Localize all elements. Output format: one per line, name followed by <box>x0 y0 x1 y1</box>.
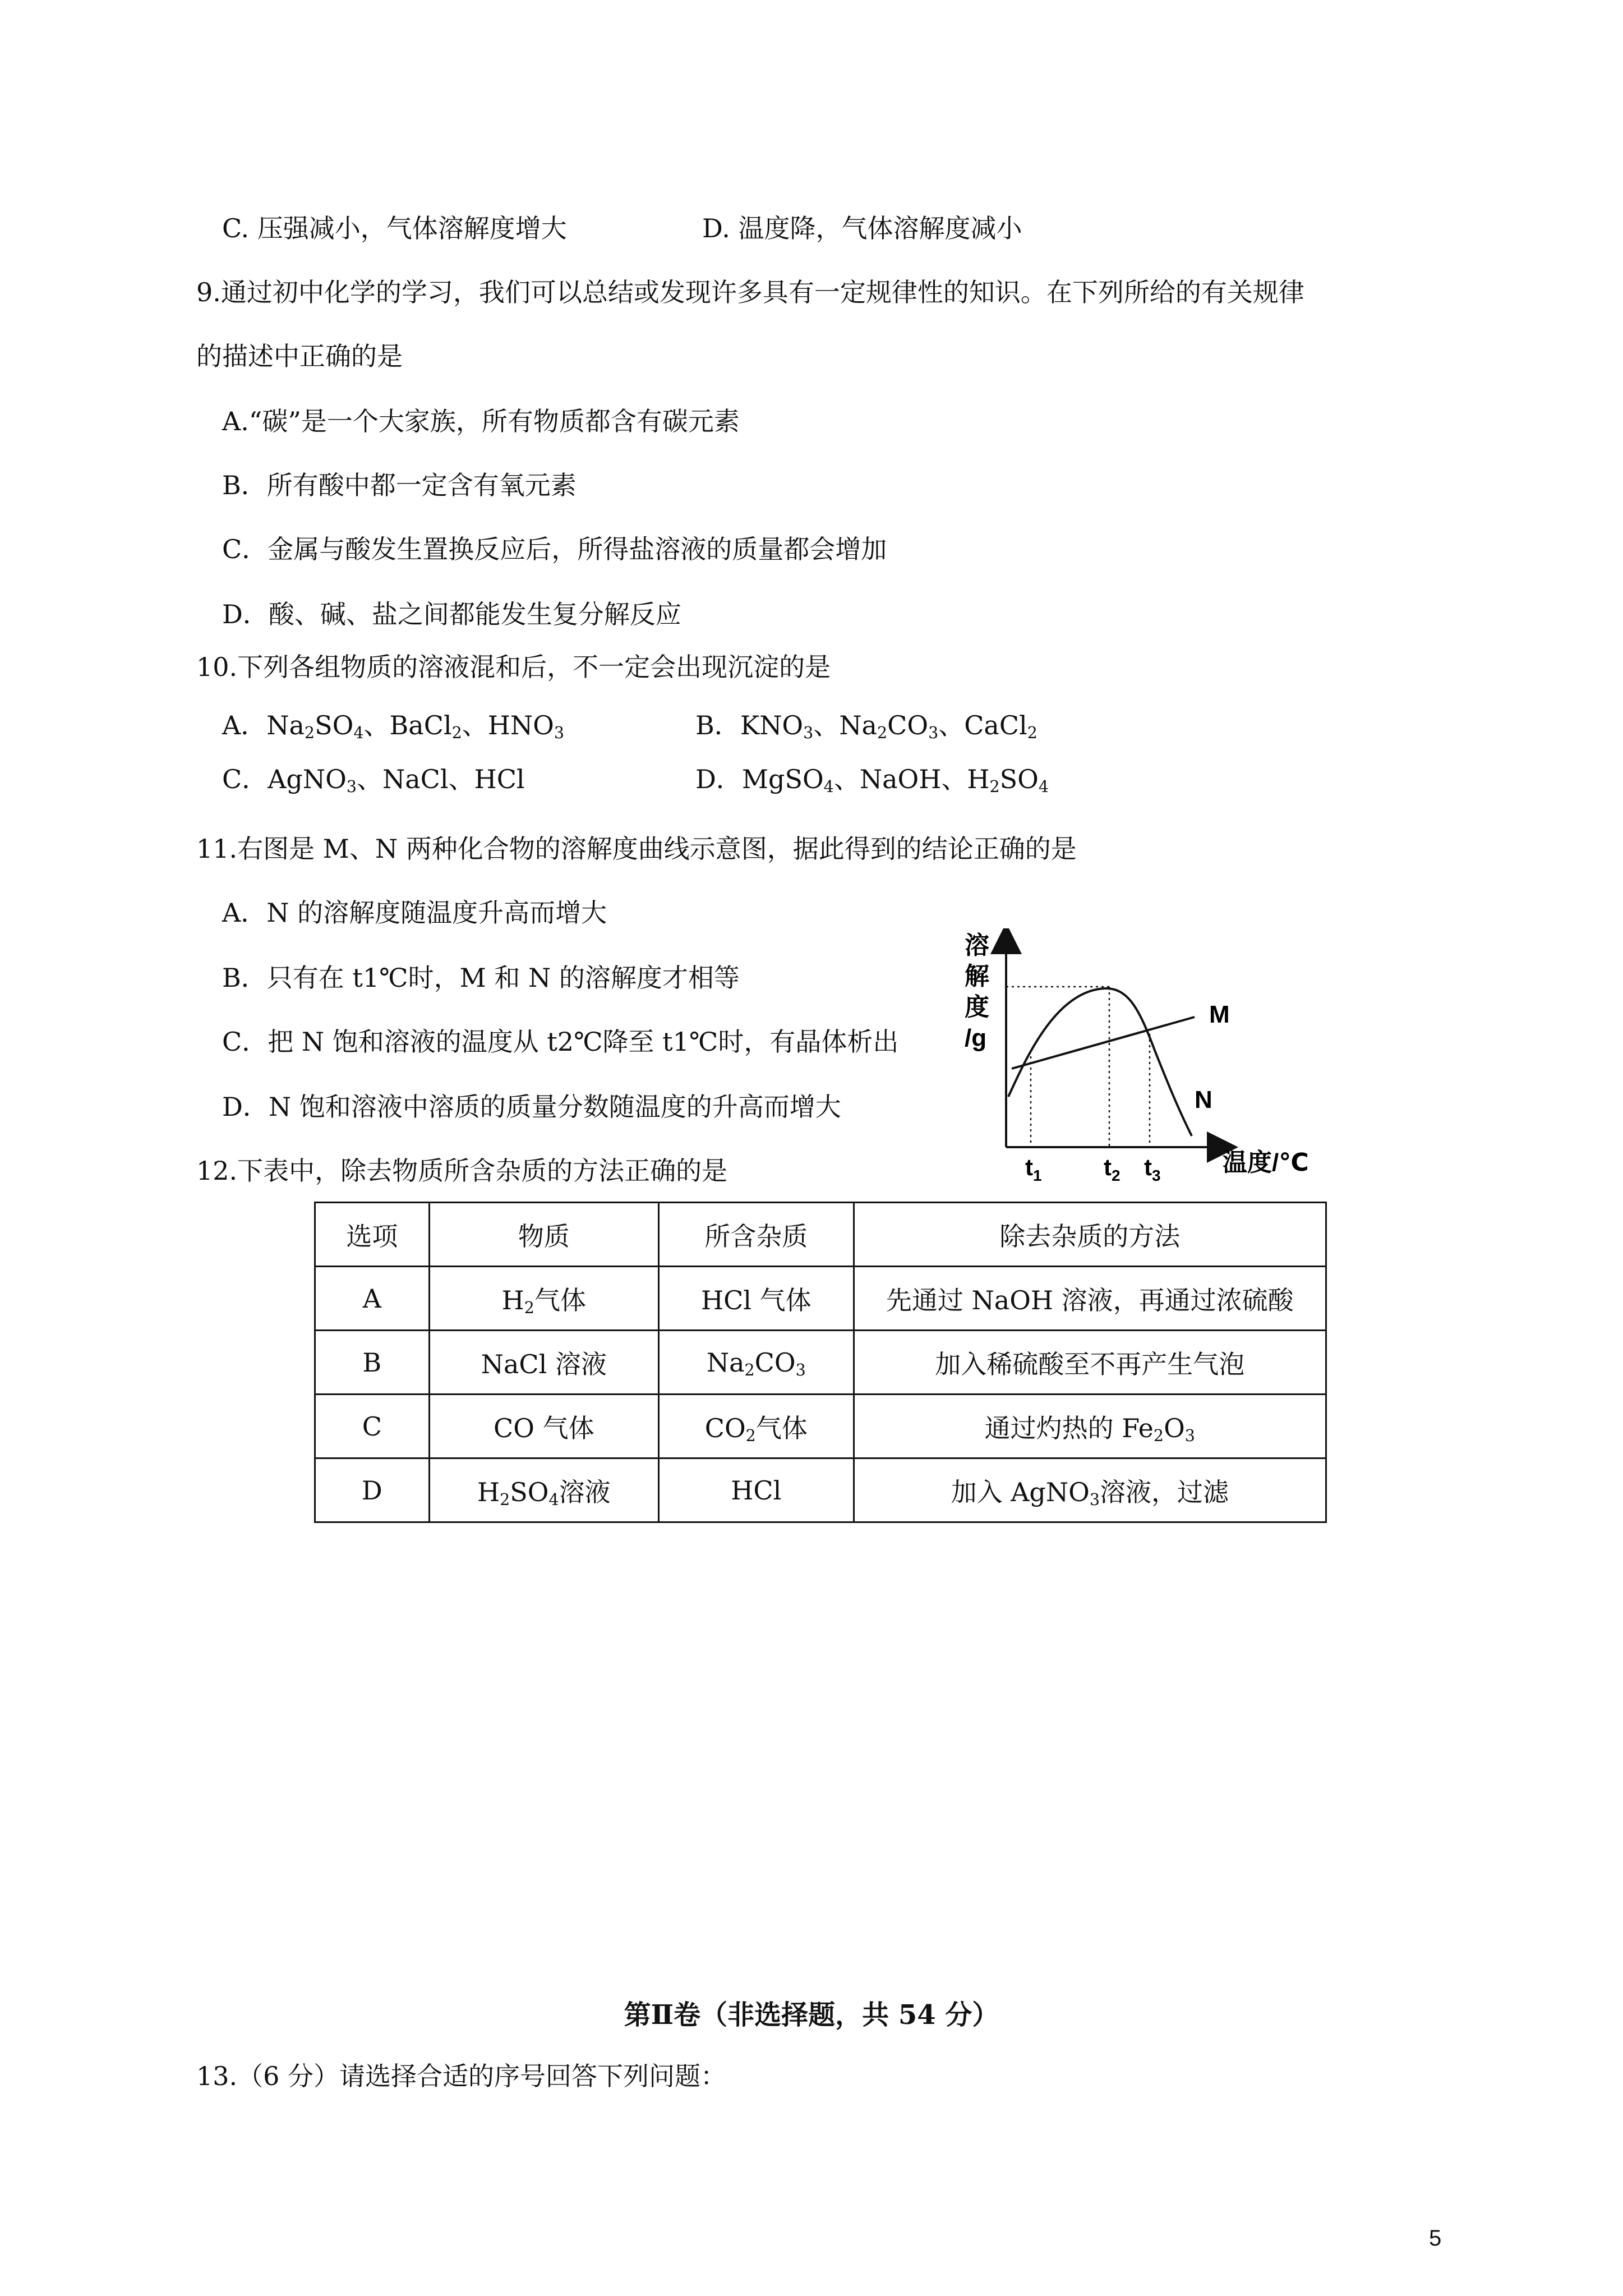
tick-label-t2: $t_2$ <box>1104 1154 1121 1184</box>
q9-option-d: D．酸、碱、盐之间都能发生复分解反应 <box>222 599 681 629</box>
q9-option-a: A.“碳”是一个大家族，所有物质都含有碳元素 <box>222 406 740 436</box>
q8-option-c: C. 压强减小，气体溶解度增大 <box>222 213 567 243</box>
q13-stem: 13.（6 分）请选择合适的序号回答下列问题： <box>196 2061 727 2091</box>
cell-method: 加入 AgNO$_3$溶液，过滤 <box>854 1458 1326 1522</box>
series-m-label: M <box>1209 1001 1230 1028</box>
page-number: 5 <box>1429 2226 1442 2251</box>
q9-option-c: C．金属与酸发生置换反应后，所得盐溶液的质量都会增加 <box>222 534 887 564</box>
table-row <box>315 1458 1326 1522</box>
table-row <box>315 1267 1326 1331</box>
header-method: 除去杂质的方法 <box>854 1203 1326 1267</box>
cell-method: 先通过 NaOH 溶液，再通过浓硫酸 <box>854 1267 1326 1331</box>
q10-option-b: B．$KNO_3$、$Na_2CO_3$、CaCl$_2$ <box>695 710 1038 743</box>
y-axis-label-1: 溶 <box>965 932 989 959</box>
cell-impurity: HCl 气体 <box>659 1267 854 1331</box>
solubility-chart <box>942 928 1324 1186</box>
cell-substance: CO 气体 <box>429 1395 658 1458</box>
header-option: 选项 <box>315 1203 430 1267</box>
q9-stem-line1: 9.通过初中化学的学习，我们可以总结或发现许多具有一定规律性的知识。在下列所给的有关规律 <box>196 277 1304 307</box>
q10-stem: 10.下列各组物质的溶液混和后，不一定会出现沉淀的是 <box>196 652 831 682</box>
cell-method: 加入稀硫酸至不再产生气泡 <box>854 1331 1326 1395</box>
series-m-line <box>1012 1017 1195 1069</box>
tick-label-t1: $t_1$ <box>1025 1154 1042 1184</box>
q11-option-b: B．只有在 t1℃时，M 和 N 的溶解度才相等 <box>222 963 740 993</box>
q11-option-c: C．把 N 饱和溶液的温度从 t2℃降至 t1℃时，有晶体析出 <box>222 1027 899 1057</box>
table-row <box>315 1395 1326 1458</box>
cell-option: A <box>315 1267 430 1331</box>
cell-option: C <box>315 1395 430 1458</box>
q10-option-a: A．$Na_2SO_4$、BaCl$_2$、$HNO_3$ <box>222 710 564 743</box>
cell-substance: $H_2SO_4$溶液 <box>429 1458 658 1522</box>
table-row <box>315 1331 1326 1395</box>
cell-option: D <box>315 1458 430 1522</box>
q9-option-b: B．所有酸中都一定含有氧元素 <box>222 470 577 500</box>
x-axis-label: 温度/℃ <box>1223 1149 1309 1176</box>
cell-substance: $H_2$气体 <box>429 1267 658 1331</box>
q11-stem: 11.右图是 M、N 两种化合物的溶解度曲线示意图，据此得到的结论正确的是 <box>196 834 1077 864</box>
y-axis-label-4: /g <box>965 1024 987 1052</box>
q10-option-c: C．AgNO$_3$、NaCl、HCl <box>222 764 525 797</box>
tick-label-t3: $t_3$ <box>1144 1154 1161 1184</box>
cell-option: B <box>315 1331 430 1395</box>
y-axis-label-2: 解 <box>965 963 989 990</box>
cell-method: 通过灼热的 $Fe_2O_3$ <box>854 1395 1326 1458</box>
q12-stem: 12.下表中，除去物质所含杂质的方法正确的是 <box>196 1156 728 1186</box>
q11-option-d: D．N 饱和溶液中溶质的质量分数随温度的升高而增大 <box>222 1092 841 1122</box>
purification-table <box>314 1202 1327 1523</box>
header-impurity: 所含杂质 <box>659 1203 854 1267</box>
table-header-row <box>315 1203 1326 1267</box>
q10-option-d: D．MgSO$_4$、NaOH、$H_2SO_4$ <box>695 764 1049 797</box>
q8-option-d: D. 温度降，气体溶解度减小 <box>702 213 1022 243</box>
cell-impurity: $CO_2$气体 <box>659 1395 854 1458</box>
q9-stem-line2: 的描述中正确的是 <box>196 341 403 371</box>
series-n-label: N <box>1195 1086 1212 1114</box>
cell-substance: NaCl 溶液 <box>429 1331 658 1395</box>
section-title: 第Ⅱ卷（非选择题，共 54 分） <box>624 1999 999 2031</box>
header-substance: 物质 <box>429 1203 658 1267</box>
cell-impurity: $Na_2CO_3$ <box>659 1331 854 1395</box>
cell-impurity: HCl <box>659 1458 854 1522</box>
y-axis-label-3: 度 <box>965 993 989 1021</box>
q11-option-a: A．N 的溶解度随温度升高而增大 <box>222 898 607 928</box>
